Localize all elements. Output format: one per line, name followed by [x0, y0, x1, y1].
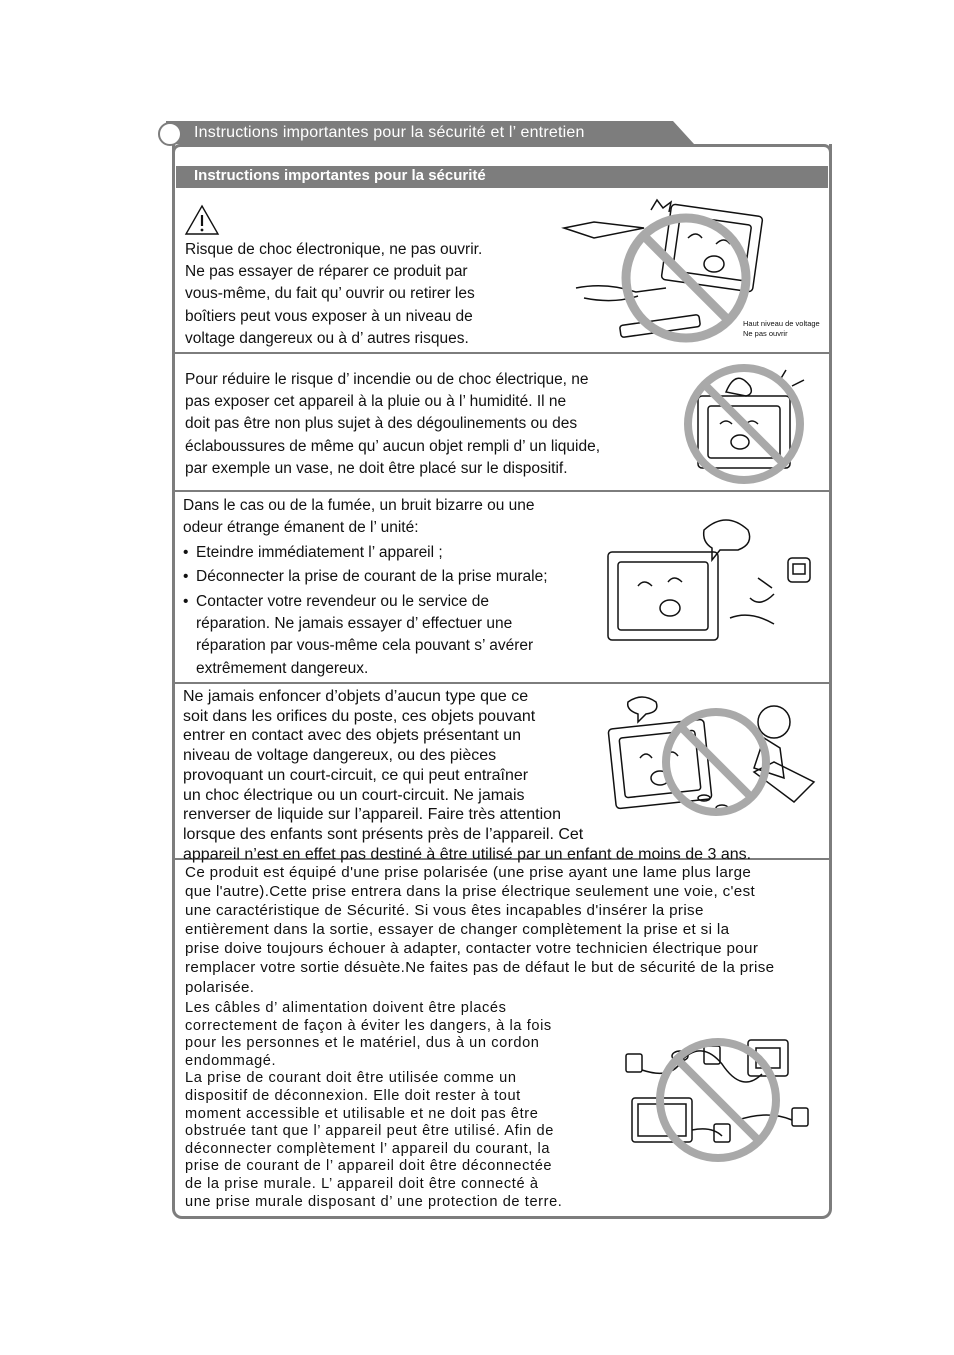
bullet-icon: • — [183, 593, 189, 610]
section-title: Instructions importantes pour la sécurité — [194, 167, 486, 184]
block3-intro — [183, 495, 535, 539]
text-line: appareil n’est en effet pas destiné à être utilisé par un enfant de moins de 3 ans. — [183, 845, 752, 863]
bullet-item: • Déconnecter la prise de courant de la prise murale; — [183, 566, 548, 588]
block5-text — [185, 863, 774, 997]
text-line: endommagé. — [185, 1052, 277, 1069]
text-line: Ne pas essayer de réparer ce produit par — [185, 263, 468, 281]
text-line: un choc électrique ou un court-circuit. Ne jamais — [183, 786, 525, 804]
tv-child-illustration — [604, 692, 818, 822]
page-title: Instructions importantes pour la sécurité et l’ entretien — [194, 124, 585, 141]
block5-text-2 — [185, 1000, 562, 1211]
text-line: vous-même, du fait qu’ ouvrir ou retirer les — [185, 285, 475, 303]
text-line: doit pas être non plus sujet à des dégoulinements ou des — [185, 415, 578, 433]
text-line: Ne jamais enfoncer d’objets d’aucun type que ce — [183, 688, 529, 705]
text-line: une prise murale disposant d’ une protection de terre. — [185, 1193, 563, 1210]
text-line: prise doive toujours échouer à adapter, contacter votre technicien électrique pour — [185, 940, 759, 958]
text-line: déconnecter complètement l’ appareil du courant, la — [185, 1140, 551, 1157]
illustration-caption: Haut niveau de voltage — [743, 319, 820, 328]
text-line: soit dans les orifices du poste, ces objets pouvant — [183, 707, 536, 725]
text-line: une caractéristique de Sécurité. Si vous êtes incapables d'insérer la prise — [185, 902, 704, 920]
warning-triangle-icon — [184, 204, 220, 236]
text-line: pas exposer cet appareil à la pluie ou à l’ humidité. Il ne — [185, 393, 567, 411]
text-line: prise de courant de l’ appareil doit être déconnectée — [185, 1158, 553, 1175]
illustration-caption: Ne pas ouvrir — [743, 329, 788, 338]
text-line: éclaboussures de même qu’ aucun objet rempli d’ un liquide, — [185, 437, 601, 455]
bullet-icon: • — [183, 544, 189, 561]
text-line: dispositif de déconnexion. Elle doit rester à tout — [185, 1087, 521, 1104]
text-line: boîtiers peut vous exposer à un niveau de — [185, 307, 473, 325]
bullet-icon: • — [183, 568, 189, 585]
text-line: Risque de choc électronique, ne pas ouvrir. — [185, 241, 483, 258]
text-line: correctement de façon à éviter les dangers, à la fois — [185, 1017, 552, 1034]
text-line: lorsque des enfants sont présents près de l’appareil. Cet — [183, 825, 584, 843]
text-line: moment accessible et utilisable et ne doit pas être — [185, 1105, 539, 1122]
text-line: obstruée tant que l’ appareil peut être utilisé. Afin de — [185, 1123, 554, 1140]
divider — [175, 490, 829, 492]
bullet-item: • Contacter votre revendeur ou le service de réparation. Ne jamais essayer d’ effectuer une réparation par vous-même cela pouvant s’ avérer extrêmement dangereux. — [183, 593, 534, 677]
text-line: par exemple un vase, ne doit être placé sur le dispositif. — [185, 459, 568, 477]
text-line: Pour réduire le risque d’ incendie ou de choc électrique, ne — [185, 371, 589, 388]
text-line: pour les personnes et le matériel, dus à un cordon — [185, 1035, 540, 1052]
text-line: entièrement dans la sortie, essayer de changer complètement la prise et si la — [185, 921, 730, 939]
text-line: niveau de voltage dangereux, ou des pièces — [183, 747, 497, 765]
text-line: entrer en contact avec des objets présentant un — [183, 727, 521, 745]
divider — [175, 682, 829, 684]
text-line: que l'autre).Cette prise entrera dans la prise électrique seulement une voie, c'est — [185, 883, 756, 901]
text-line: Dans le cas ou de la fumée, un bruit bizarre ou une — [183, 497, 535, 514]
text-line: La prise de courant doit être utilisée comme un — [185, 1070, 517, 1087]
text-line: odeur étrange émanent de l’ unité: — [183, 519, 419, 537]
tv-unplug-illustration — [600, 508, 818, 656]
block2-text — [185, 369, 600, 480]
tv-water-illustration — [680, 362, 814, 486]
text-line: remplacer votre sortie désuète.Ne faites pas de défaut le but de sécurité de la prise — [185, 959, 775, 977]
text-line: polarisée. — [185, 978, 255, 996]
text-line: renverser de liquide sur l’appareil. Faire très attention — [183, 806, 561, 824]
text-line: provoquant un court-circuit, ce qui peut entraîner — [183, 766, 529, 784]
header-circle-icon — [158, 122, 182, 146]
block1-text — [185, 239, 482, 350]
divider — [175, 352, 829, 354]
text-line: de la prise murale. L’ appareil doit être connecté à — [185, 1175, 539, 1192]
bullet-item: • Eteindre immédiatement l’ appareil ; — [183, 542, 443, 564]
text-line: Les câbles d’ alimentation doivent être placés — [185, 1000, 507, 1016]
text-line: voltage dangereux ou à d’ autres risques. — [185, 329, 469, 347]
power-cord-illustration — [618, 1030, 812, 1166]
text-line: Ce produit est équipé d'une prise polarisée (une prise ayant une lame plus large — [185, 864, 752, 881]
